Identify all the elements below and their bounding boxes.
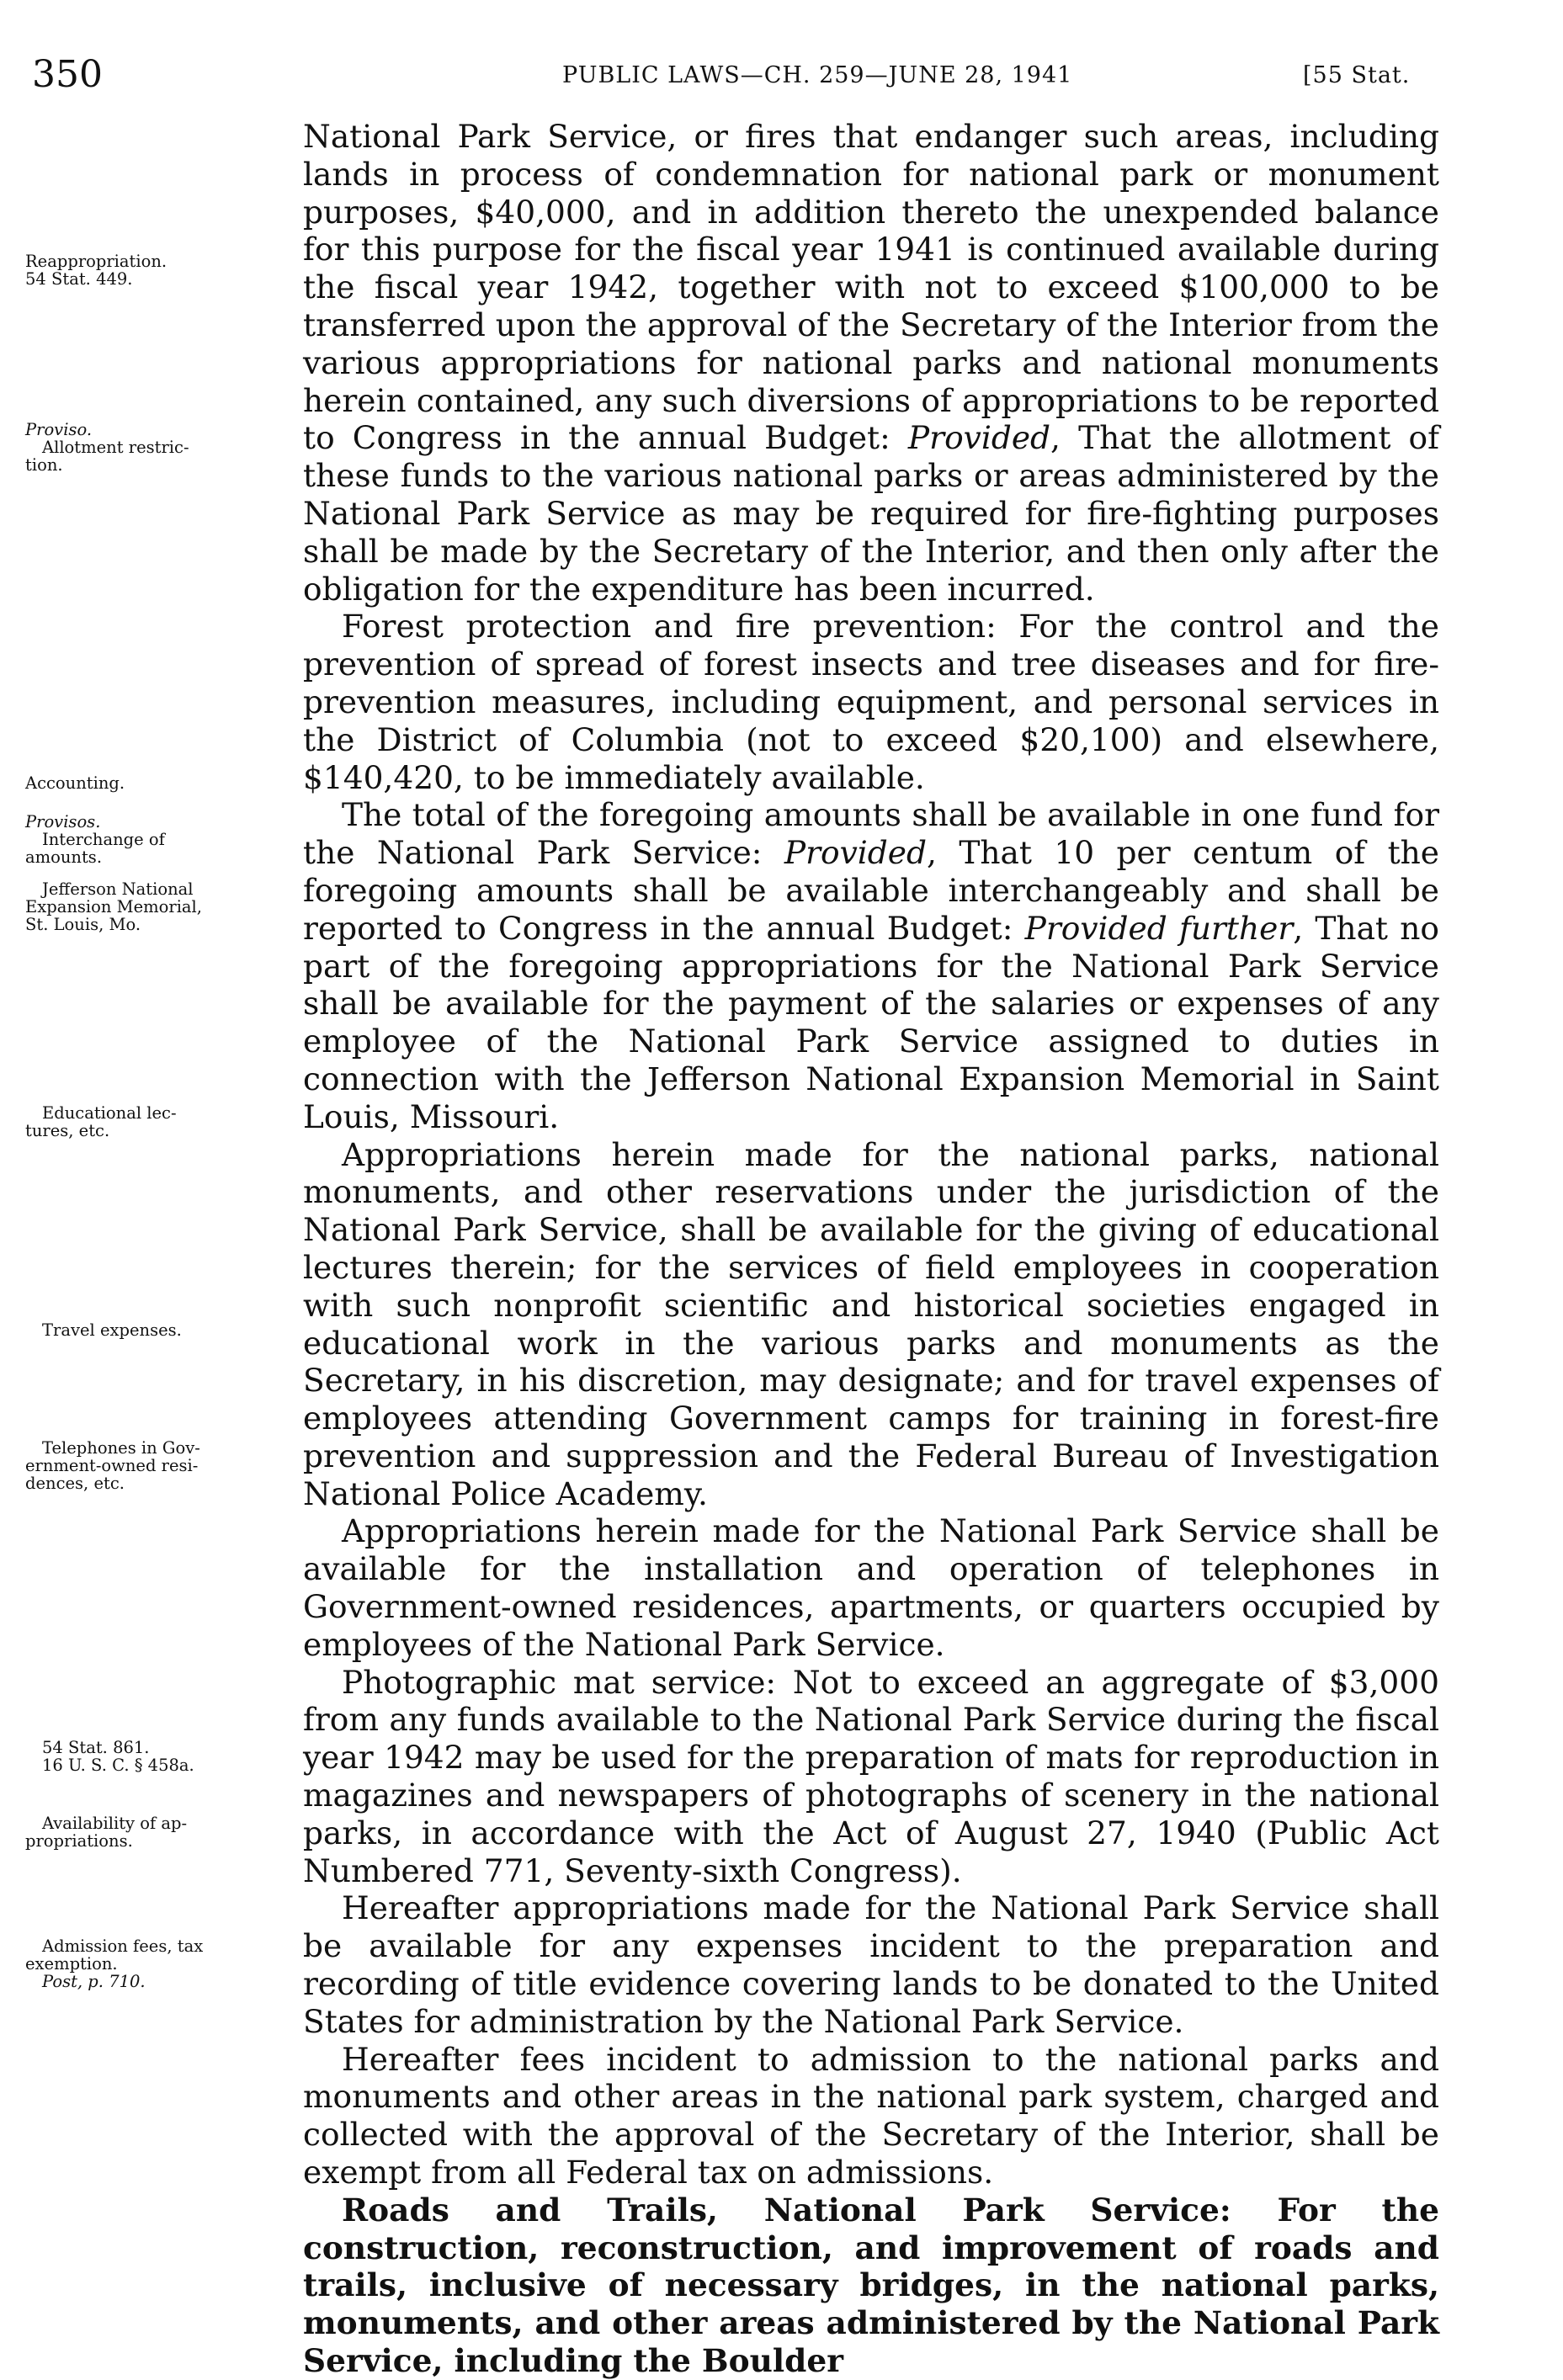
paragraph-photographic-mat: Photographic mat service: Not to exceed an aggregate of $3,000 from any funds available to the National Park Service during the fiscal year 1942 may be used for the preparation of mats for reproduction in magazines and newspapers of photographs of scenery in the national parks, in accordance with the Act of August 27, 1940 (Public Act Numbered 771, Seventy-sixth Congress). (303, 1663, 1439, 1889)
paragraph-text: , That the allotment of these funds to the various national parks or areas administered by the National Park Service as may be required for fire-fighting purposes shall be made by the Secretary of the Interior, and then only after the obligation for the expenditure has been incurred. (303, 419, 1439, 608)
paragraph-availability: Hereafter appropriations made for the National Park Service shall be available for any expenses incident to the preparation and recording of title evidence covering lands to be donated to the United States for administration by the National Park Service. (303, 1889, 1439, 2040)
margin-note-line: Accounting. (25, 773, 125, 793)
margin-note-line: Admission fees, tax (42, 1936, 204, 1956)
margin-note-educational (25, 1104, 295, 1140)
margin-note-provisos-interchange (25, 813, 295, 866)
paragraph-text: , That no part of the foregoing appropriations for the National Park Service shall be available for the payment of the salaries or expenses of any employee of the National Park Service assigned to duties in connection with the Jefferson National Expansion Memorial in Saint Louis, Missouri. (303, 909, 1439, 1135)
paragraph-text: , That 10 per centum of the foregoing amounts shall be available interchangeably and shall be reported to Congress in the annual Budget: (303, 834, 1440, 947)
margin-note-line: amounts. (25, 847, 103, 867)
margin-note-line: exemption. (25, 1954, 118, 1974)
margin-note-line: Interchange of (42, 830, 165, 849)
margin-note-line: 54 Stat. 861. (42, 1738, 150, 1757)
statute-reference: [55 Stat. (1303, 62, 1411, 88)
margin-note-line: Expansion Memorial, (25, 897, 202, 916)
paragraph-educational-lectures: Appropriations herein made for the national parks, national monuments, and other reservations under the jurisdiction of the National Park Service, shall be available for the giving of educational lectures therein; for the services of field employees in cooperation with such nonprofit scientific and historical societies engaged in educational work in the various parks and monuments as the Secretary, in his discretion, may designate; and for travel expenses of employees attending Government camps for training in forest-fire prevention and suppression and the Federal Bureau of Investigation National Police Academy. (303, 1135, 1439, 1512)
margin-note-line: Availability of ap- (42, 1814, 188, 1833)
margin-note-availability (25, 1814, 295, 1850)
margin-note-line: tures, etc. (25, 1121, 110, 1140)
provided-further-term: Provided further (1024, 909, 1294, 947)
margin-note-proviso-allotment (25, 421, 295, 474)
margin-note-line: Telephones in Gov- (42, 1438, 200, 1458)
margin-note-travel (25, 1321, 295, 1339)
provided-term: Provided (784, 834, 927, 872)
margin-note-line: tion. (25, 455, 63, 475)
paragraph-forest-protection: Forest protection and fire prevention: For the control and the prevention of spread of forest insects and tree diseases and for fire-prevention measures, including equipment, and personal services in the District of Columbia (not to exceed $20,100) and elsewhere, $140,420, to be immediately available. (303, 608, 1439, 796)
margin-note-line: dences, etc. (25, 1474, 125, 1493)
margin-note-accounting (25, 774, 295, 792)
margin-note-jefferson (25, 880, 295, 933)
margin-note-line: Provisos. (25, 812, 101, 831)
margin-note-reappropriation (25, 252, 295, 288)
body-text (303, 118, 1439, 2380)
margin-note-line: Post, p. 710. (42, 1972, 146, 1991)
margin-note-telephones (25, 1439, 295, 1492)
paragraph-reappropriation (303, 118, 1439, 608)
paragraph-roads-trails: Roads and Trails, National Park Service: For the construction, reconstruction, and improvement of roads and trails, inclusive of necessary bridges, in the national parks, monuments, and other areas administered by the National Park Service, including the Boulder (303, 2191, 1439, 2380)
paragraph-text: The total of the foregoing amounts shall be available in one fund for the National Park Service: (303, 796, 1439, 872)
paragraph-accounting (303, 796, 1439, 1135)
margin-note-line: propriations. (25, 1831, 133, 1851)
paragraph-telephones: Appropriations herein made for the National Park Service shall be available for the installation and operation of telephones in Government-owned residences, apartments, or quarters occupied by employees of the National Park Service. (303, 1512, 1439, 1663)
margin-note-citation (25, 1739, 295, 1774)
paragraph-admission-fees: Hereafter fees incident to admission to the national parks and monuments and other areas in the national park system, charged and collected with the approval of the Secretary of the Interior, shall be exempt from all Federal tax on admissions. (303, 2040, 1439, 2191)
margin-note-line: 54 Stat. 449. (25, 269, 133, 289)
running-head: PUBLIC LAWS—CH. 259—JUNE 28, 1941 (562, 62, 1073, 88)
margin-notes (0, 0, 303, 2339)
margin-note-line: Proviso. (25, 420, 93, 439)
margin-note-line: 16 U. S. C. § 458a. (42, 1756, 194, 1775)
margin-note-admission (25, 1937, 295, 1990)
margin-note-line: St. Louis, Mo. (25, 915, 141, 934)
margin-note-line: Travel expenses. (42, 1320, 182, 1340)
margin-note-line: Educational lec- (42, 1103, 177, 1123)
page-number: 350 (32, 53, 103, 96)
paragraph-text: National Park Service, or fires that endanger such areas, including lands in process of condemnation for national park or monument purposes, $40,000, and in addition thereto the unexpended balance for this purpose for the fiscal year 1941 is continued available during the fiscal year 1942, together with not to exceed $100,000 to be transferred upon the approval of the Secretary of the Interior from the various appropriations for national parks and national monuments herein contained, any such diversions of appropriations to be reported to Congress in the annual Budget: (303, 118, 1439, 457)
provided-term: Provided (907, 419, 1051, 457)
margin-note-line: ernment-owned resi- (25, 1456, 199, 1475)
margin-note-line: Allotment restric- (42, 438, 189, 457)
margin-note-line: Reappropriation. (25, 252, 167, 271)
margin-note-line: Jefferson National (42, 879, 194, 899)
